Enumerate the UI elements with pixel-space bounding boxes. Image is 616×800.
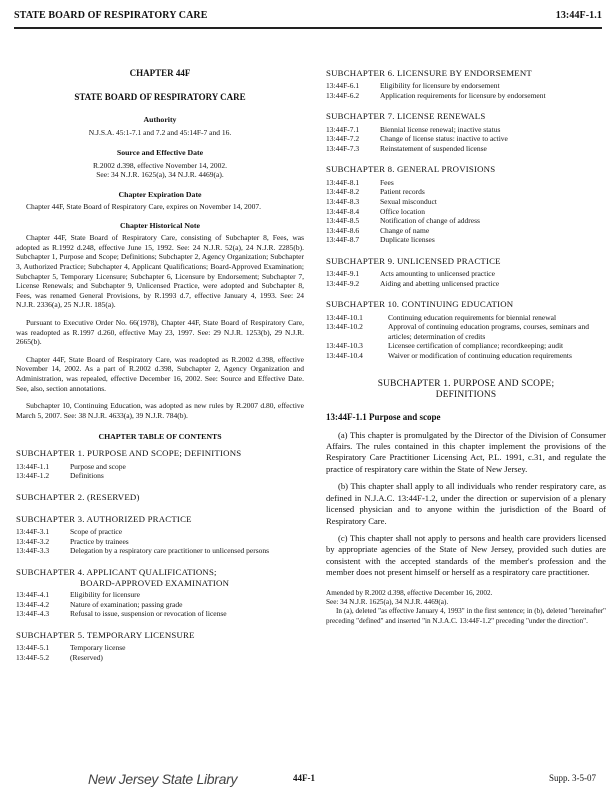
left-column xyxy=(16,60,304,662)
toc-item: 13:44F-4.3 Refusal to issue, suspension or revocation of license xyxy=(16,609,227,619)
toc-item: 13:44F-9.1 Acts amounting to unlicensed practice xyxy=(326,269,495,279)
expiration-text: Chapter 44F, State Board of Respiratory Care, expires on November 14, 2007. xyxy=(26,201,261,211)
source-heading: Source and Effective Date xyxy=(116,147,204,157)
running-head xyxy=(14,8,602,26)
toc-subchapter-1: SUBCHAPTER 1. PURPOSE AND SCOPE; DEFINITIONS xyxy=(16,448,242,459)
subchapter-1-heading-line-2: DEFINITIONS xyxy=(435,390,497,401)
toc-subchapter-5-list xyxy=(16,643,304,662)
toc-subchapter-3-list xyxy=(16,527,304,556)
toc-subchapter-4-list xyxy=(16,590,304,619)
toc-item: 13:44F-7.2 Change of license status: inactive to active xyxy=(326,134,508,144)
rule-paragraph-a: (a) This chapter is promulgated by the Director of the Division of Consumer Affairs. The rules contained in this chapter implement the provisions of the Respiratory Care Practitioner Licensing Act, P.L. 1991, c.31, and regulate the practice of respiratory care within the State of New Jersey. xyxy=(326,429,606,474)
chapter-title: STATE BOARD OF RESPIRATORY CARE xyxy=(74,91,246,102)
amendment-line-1: Amended by R.2002 d.398, effective December 16, 2002. xyxy=(326,588,493,597)
history-paragraph-2: Pursuant to Executive Order No. 66(1978), Chapter 44F, State Board of Respiratory Care, was readopted as R.1997 d.260, effective May 23, 1997. See: 29 N.J.R. 1253(b), 29 N.J.R. 2665(b). xyxy=(16,318,304,347)
authority-text: N.J.S.A. 45:1-7.1 and 7.2 and 45:14F-7 and 16. xyxy=(88,128,232,137)
toc-subchapter-6-list xyxy=(326,81,606,100)
toc-subchapter-4 xyxy=(16,567,304,588)
history-paragraph-4: Subchapter 10, Continuing Education, was adopted as new rules by R.2007 d.80, effective March 5, 2007. See: 38 N.J.R. 4633(a), 39 N.J.R. 784(b). xyxy=(16,401,304,420)
toc-subchapter-7: SUBCHAPTER 7. LICENSE RENEWALS xyxy=(326,111,486,122)
toc-item: 13:44F-7.3 Reinstatement of suspended license xyxy=(326,143,487,153)
header-rule xyxy=(14,27,602,29)
subchapter-1-heading-line-1: SUBCHAPTER 1. PURPOSE AND SCOPE; xyxy=(377,378,555,389)
chapter-number: CHAPTER 44F xyxy=(129,68,191,78)
toc-item: 13:44F-8.2 Patient records xyxy=(326,187,425,197)
subchapter-1-heading xyxy=(326,379,606,403)
toc-item: 13:44F-6.2 Application requirements for licensure by endorsement xyxy=(326,90,546,100)
rule-paragraph-c: (c) This chapter shall not apply to persons and health care providers licensed by appropriate agencies of the State of New Jersey, provided such duties are consistent with the accepted standards of the member's profession and the member does not present himself or herself as a respiratory care practitioner. xyxy=(326,532,606,578)
toc-subchapter-9-list xyxy=(326,269,606,288)
library-watermark: New Jersey State Library xyxy=(88,771,238,787)
history-paragraph-3: Chapter 44F, State Board of Respiratory Care, was readopted as R.2002 d.398, effective November 14, 2002. As a part of R.2002 d.398, Subchapter 2, Agency Organization and Administration, was repealed, effective December 16, 2002. See: Source and Effective Date. See, also, section annotations. xyxy=(16,354,304,393)
source-line-1: R.2002 d.398, effective November 14, 2002. xyxy=(92,160,227,170)
toc-item: 13:44F-4.2 Nature of examination; passing grade xyxy=(16,599,183,609)
page-number: 44F-1 xyxy=(293,773,315,783)
toc-item: 13:44F-8.5 Notification of change of address xyxy=(326,216,480,226)
toc-subchapter-10: SUBCHAPTER 10. CONTINUING EDUCATION xyxy=(326,299,514,310)
toc-item: 13:44F-5.1 Temporary license xyxy=(16,643,126,653)
running-head-title: STATE BOARD OF RESPIRATORY CARE xyxy=(14,10,208,21)
toc-item: 13:44F-8.6 Change of name xyxy=(326,225,430,235)
toc-subchapter-8-list xyxy=(326,178,606,245)
toc-item: 13:44F-1.2 Definitions xyxy=(16,471,104,481)
toc-item: 13:44F-10.4 Waiver or modification of continuing education requirements xyxy=(326,350,572,360)
toc-item: 13:44F-1.1 Purpose and scope xyxy=(16,461,126,471)
right-column xyxy=(326,68,606,626)
running-head-section: 13:44F-1.1 xyxy=(555,10,602,21)
source-line-2: See: 34 N.J.R. 1625(a), 34 N.J.R. 4469(a). xyxy=(96,170,224,180)
toc-subchapter-10-list xyxy=(326,313,606,361)
toc-subchapter-4-line-1: SUBCHAPTER 4. APPLICANT QUALIFICATIONS; xyxy=(16,567,217,578)
amendment-note xyxy=(326,589,606,626)
toc-subchapter-9: SUBCHAPTER 9. UNLICENSED PRACTICE xyxy=(326,255,501,266)
toc-subchapter-5: SUBCHAPTER 5. TEMPORARY LICENSURE xyxy=(16,629,195,640)
toc-item: 13:44F-10.3 Licensee certification of compliance; recordkeeping; audit xyxy=(326,341,564,351)
toc-subchapter-6: SUBCHAPTER 6. LICENSURE BY ENDORSEMENT xyxy=(326,68,532,78)
history-heading: Chapter Historical Note xyxy=(120,221,200,231)
toc-item: 13:44F-9.2 Aiding and abetting unlicensed practice xyxy=(326,278,500,288)
rule-paragraph-b: (b) This chapter shall apply to all individuals who render respiratory care, as defined in N.J.A.C. 13:44F-1.2, under the direction or supervision of a plenary licensed physician and to anyone within the jurisdiction of the Board of Respiratory Care. xyxy=(326,481,606,526)
toc-heading: CHAPTER TABLE OF CONTENTS xyxy=(98,432,222,442)
toc-item: 13:44F-8.3 Sexual misconduct xyxy=(326,196,437,206)
toc-item: 13:44F-4.1 Eligibility for licensure xyxy=(16,590,140,600)
toc-subchapter-3: SUBCHAPTER 3. AUTHORIZED PRACTICE xyxy=(16,514,192,525)
toc-item: 13:44F-7.1 Biennial license renewal; inactive status xyxy=(326,124,501,134)
toc-subchapter-1-list xyxy=(16,462,304,481)
history-paragraph-1: Chapter 44F, State Board of Respiratory Care, consisting of Subchapter 8, Fees, was adopted as R.1992 d.248, effective June 15, 1992. See: 24 N.J.R. 52(a), 24 N.J.R. 2285(b). Subchapter 1, Purpose and Scope; Definitions; Subchapter 2, Agency Organization; Subchapter 3, Authorized Practice; Subchapter 4, Applicant Qualifications; Board-Approved Examination; Subchapter 5, Temporary Licensure; Subchapter 6, Licensure by Endorsement; Subchapter 7, License Renewals; and Subchapter 9, Unlicensed Practice, were adopted and Subchapter 8, Fees, was renamed General Provisions, by R.1993 d.7, effective January 4, 1993. See: 24 N.J.R. 2336(a), 25 N.J.R. 185(a). xyxy=(16,233,304,310)
authority-heading: Authority xyxy=(143,115,177,125)
toc-item: 13:44F-8.7 Duplicate licenses xyxy=(326,235,435,245)
expiration-heading: Chapter Expiration Date xyxy=(118,189,202,199)
toc-item: 13:44F-6.1 Eligibility for licensure by endorsement xyxy=(326,81,500,91)
toc-item: 13:44F-5.2 (Reserved) xyxy=(16,652,103,662)
rule-title: 13:44F-1.1 Purpose and scope xyxy=(326,412,441,423)
toc-item: 13:44F-3.3 Delegation by a respiratory care practitioner to unlicensed persons xyxy=(16,546,270,556)
toc-item: 13:44F-10.1 Continuing education requirements for biennial renewal xyxy=(326,312,557,322)
amendment-line-2: See: 34 N.J.R. 1625(a), 34 N.J.R. 4469(a). xyxy=(326,597,449,606)
toc-item: 13:44F-8.4 Office location xyxy=(326,206,426,216)
toc-subchapter-7-list xyxy=(326,125,606,154)
toc-item: 13:44F-8.1 Fees xyxy=(326,177,394,187)
toc-subchapter-8: SUBCHAPTER 8. GENERAL PROVISIONS xyxy=(326,164,496,175)
toc-item: 13:44F-3.2 Practice by trainees xyxy=(16,536,129,546)
supplement-date: Supp. 3-5-07 xyxy=(549,773,596,783)
toc-item: 13:44F-10.2 Approval of continuing education programs, courses, seminars and articles; determination of credits xyxy=(326,322,589,341)
toc-subchapter-4-line-2: BOARD-APPROVED EXAMINATION xyxy=(80,577,230,588)
page-footer xyxy=(0,771,616,791)
toc-subchapter-2: SUBCHAPTER 2. (RESERVED) xyxy=(16,491,140,502)
amendment-line-3: In (a), deleted "as effective January 4, 1993" in the first sentence; in (b), deleted "hereinafter" preceding "defined" and inserted "in N.J.A.C. 13:44F-1.2" preceding "under the direction". xyxy=(326,607,606,625)
toc-item: 13:44F-3.1 Scope of practice xyxy=(16,527,123,537)
